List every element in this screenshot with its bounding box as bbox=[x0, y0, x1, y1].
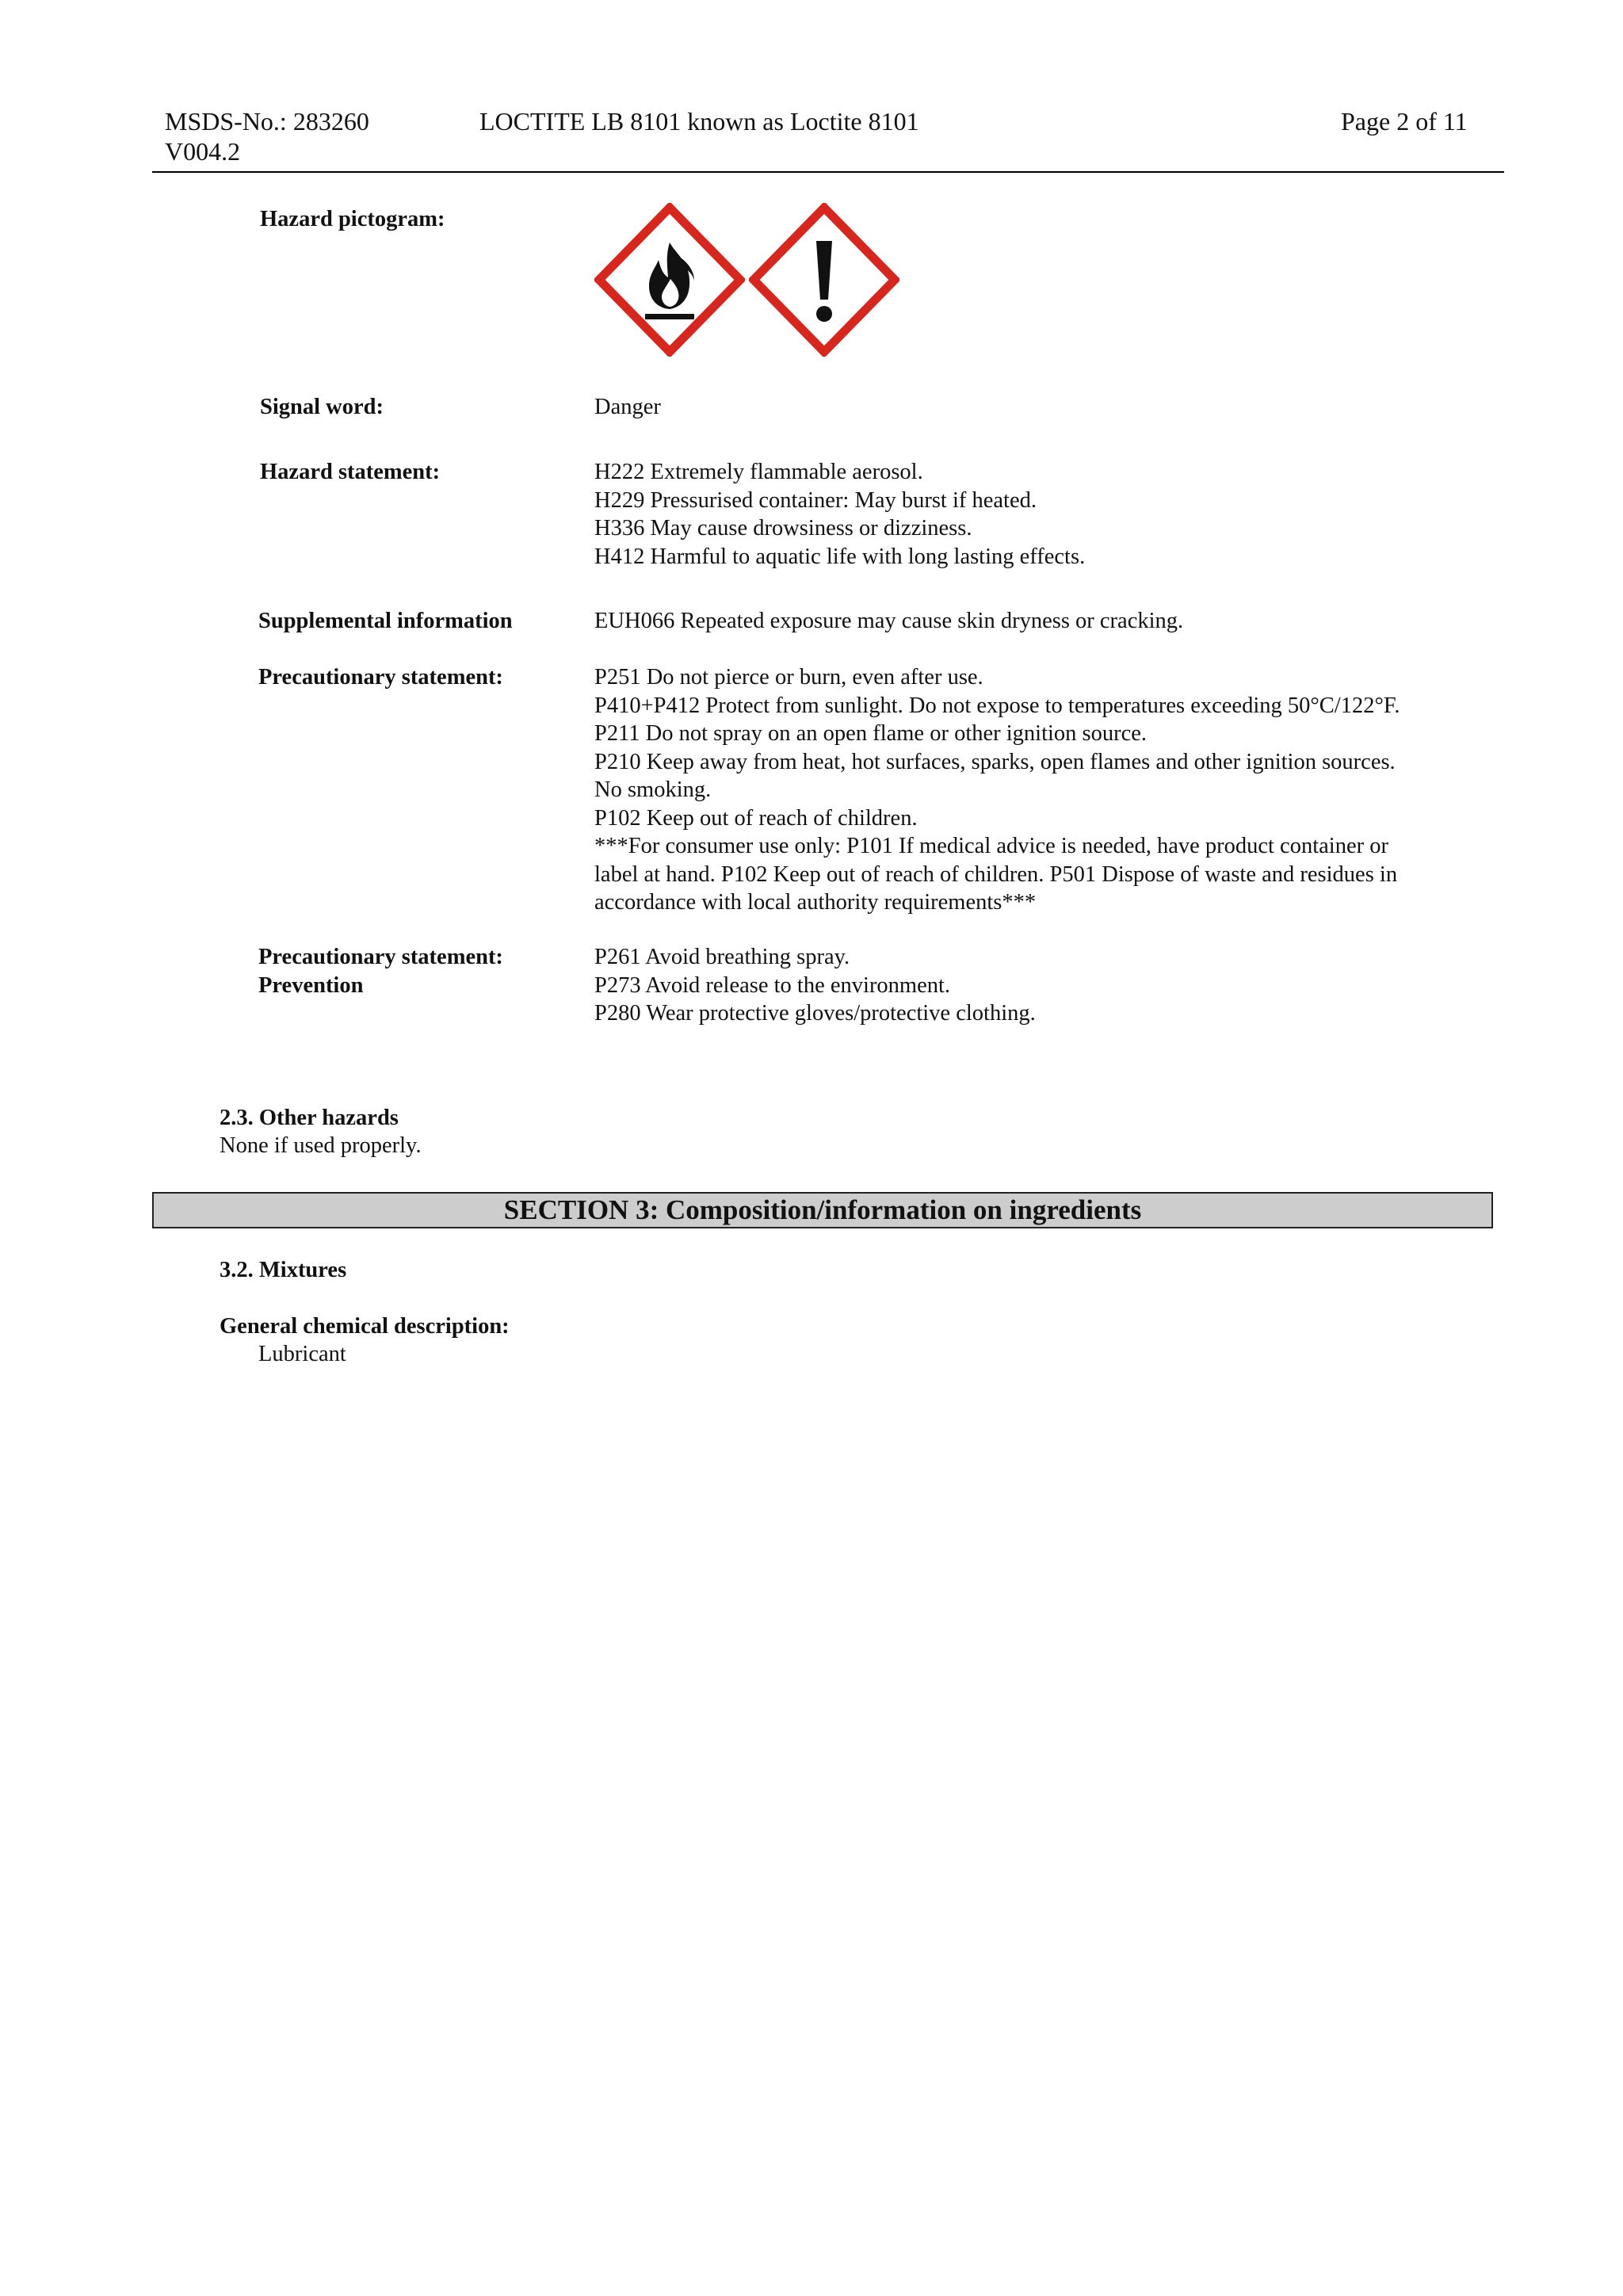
hazard-statement-line: H412 Harmful to aquatic life with long lasting effects. bbox=[594, 544, 1086, 569]
product-title: LOCTITE LB 8101 known as Loctite 8101 bbox=[479, 107, 919, 136]
precautionary-line: P210 Keep away from heat, hot surfaces, sparks, open flames and other ignition sources. bbox=[594, 749, 1396, 774]
general-description-value: Lubricant bbox=[258, 1342, 346, 1366]
mixtures-heading: 3.2. Mixtures bbox=[220, 1258, 347, 1282]
hazard-statement-list bbox=[594, 458, 1085, 571]
precautionary-line: ***For consumer use only: P101 If medical advice is needed, have product container or bbox=[594, 834, 1388, 858]
supplemental-info-value: EUH066 Repeated exposure may cause skin dryness or cracking. bbox=[594, 609, 1184, 633]
precautionary-line: accordance with local authority requirements*** bbox=[594, 890, 1037, 915]
hazard-statement-line: H222 Extremely flammable aerosol. bbox=[594, 460, 923, 484]
version-number: V004.2 bbox=[165, 137, 241, 166]
prevention-line: P280 Wear protective gloves/protective clothing. bbox=[594, 1001, 1036, 1026]
precautionary-line: P211 Do not spray on an open flame or other ignition source. bbox=[594, 721, 1148, 746]
hazard-statement-line: H336 May cause drowsiness or dizziness. bbox=[594, 516, 972, 541]
general-description-label: General chemical description: bbox=[220, 1314, 510, 1339]
other-hazards-heading: 2.3. Other hazards bbox=[220, 1106, 399, 1130]
flame-icon bbox=[594, 203, 745, 357]
header-rule bbox=[152, 171, 1504, 173]
precautionary-line: P251 Do not pierce or burn, even after use. bbox=[594, 665, 983, 690]
precautionary-line: label at hand. P102 Keep out of reach of children. P501 Dispose of waste and residues in bbox=[594, 861, 1398, 887]
page-number: Page 2 of 11 bbox=[1341, 107, 1468, 136]
precautionary-statement-label: Precautionary statement: bbox=[258, 665, 503, 690]
hazard-statement-label: Hazard statement: bbox=[260, 460, 441, 484]
section-3-header bbox=[152, 1192, 1493, 1228]
prevention-label-line: Prevention bbox=[258, 972, 364, 998]
prevention-line: P273 Avoid release to the environment. bbox=[594, 972, 951, 998]
other-hazards-text: None if used properly. bbox=[220, 1133, 422, 1158]
prevention-label bbox=[258, 943, 503, 999]
precautionary-line: P102 Keep out of reach of children. bbox=[594, 805, 918, 831]
signal-word-value: Danger bbox=[594, 395, 661, 419]
precautionary-line: P410+P412 Protect from sunlight. Do not expose to temperatures exceeding 50°C/122°F. bbox=[594, 693, 1400, 718]
hazard-statement-line: H229 Pressurised container: May burst if heated. bbox=[594, 487, 1037, 513]
exclamation-mark-icon bbox=[749, 203, 899, 357]
msds-number: MSDS-No.: 283260 bbox=[165, 107, 369, 136]
signal-word-label: Signal word: bbox=[260, 395, 384, 419]
section-3-title: SECTION 3: Composition/information on ingredients bbox=[503, 1194, 1142, 1225]
hazard-pictogram-label: Hazard pictogram: bbox=[260, 207, 445, 231]
prevention-line: P261 Avoid breathing spray. bbox=[594, 945, 850, 969]
supplemental-info-label: Supplemental information bbox=[258, 609, 513, 633]
prevention-statement-list bbox=[594, 943, 1036, 1028]
prevention-label-line: Precautionary statement: bbox=[258, 945, 503, 969]
precautionary-line: No smoking. bbox=[594, 777, 712, 802]
precautionary-statement-list bbox=[594, 663, 1400, 917]
